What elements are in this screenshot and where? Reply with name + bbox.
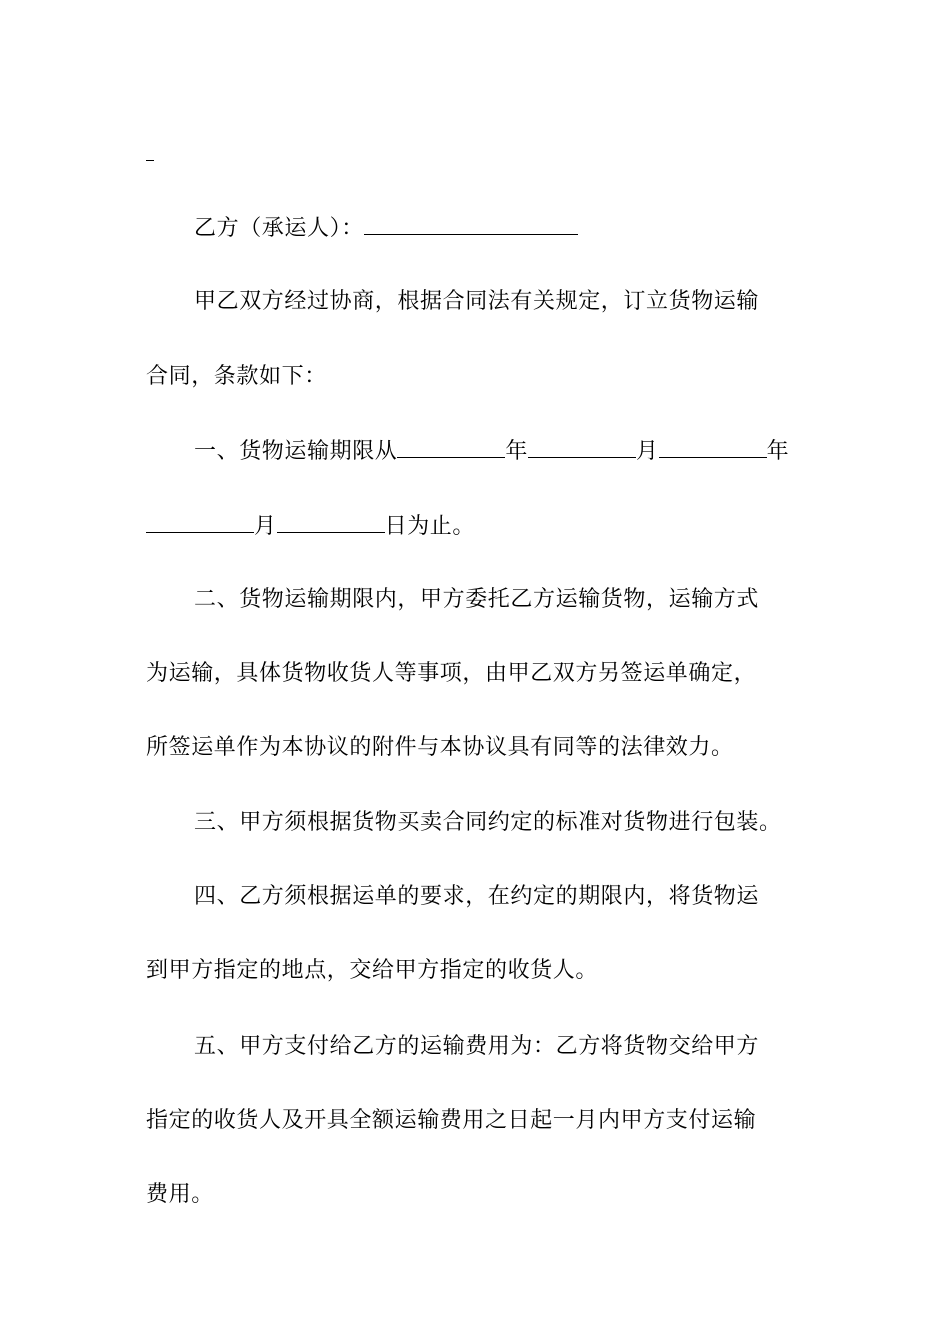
party-b-name-blank — [364, 212, 578, 235]
end-year-label: 年 — [766, 439, 790, 464]
end-year-blank — [659, 435, 767, 458]
clause-1-line-2 — [146, 510, 475, 542]
start-month-blank — [528, 435, 636, 458]
clause-1-line-1 — [194, 435, 789, 467]
clause-2-line-3: 所签运单作为本协议的附件与本协议具有同等的法律效力。 — [146, 735, 734, 760]
party-b-label: 乙方（承运人）： — [194, 216, 364, 241]
clause-2-line-1: 二、货物运输期限内，甲方委托乙方运输货物，运输方式 — [194, 587, 760, 612]
clause-5-line-3: 费用。 — [146, 1182, 214, 1207]
clause-4-line-2: 到甲方指定的地点，交给甲方指定的收货人。 — [146, 958, 599, 983]
clause-3-line-1: 三、甲方须根据货物买卖合同约定的标准对货物进行包装。 — [194, 810, 782, 835]
clause-1-suffix: 日为止。 — [384, 514, 476, 539]
end-day-blank — [277, 510, 385, 533]
clause-1-prefix: 一、货物运输期限从 — [194, 439, 398, 464]
party-b-line — [194, 212, 578, 244]
start-month-label: 月 — [636, 439, 659, 464]
clause-5-line-1: 五、甲方支付给乙方的运输费用为：乙方将货物交给甲方 — [194, 1034, 760, 1059]
clause-2-line-2: 为运输，具体货物收货人等事项，由甲乙双方另签运单确定， — [146, 661, 757, 686]
clause-5-line-2: 指定的收货人及开具全额运输费用之日起一月内甲方支付运输 — [146, 1108, 757, 1133]
preamble-line-2: 合同，条款如下： — [146, 364, 327, 389]
end-month-blank — [146, 510, 254, 533]
preamble-line-1: 甲乙双方经过协商，根据合同法有关规定，订立货物运输 — [194, 289, 760, 314]
start-year-blank — [397, 435, 505, 458]
clause-4-line-1: 四、乙方须根据运单的要求，在约定的期限内，将货物运 — [194, 884, 760, 909]
start-year-label: 年 — [505, 439, 529, 464]
stray-dash-mark — [146, 160, 154, 161]
end-month-label: 月 — [254, 514, 277, 539]
